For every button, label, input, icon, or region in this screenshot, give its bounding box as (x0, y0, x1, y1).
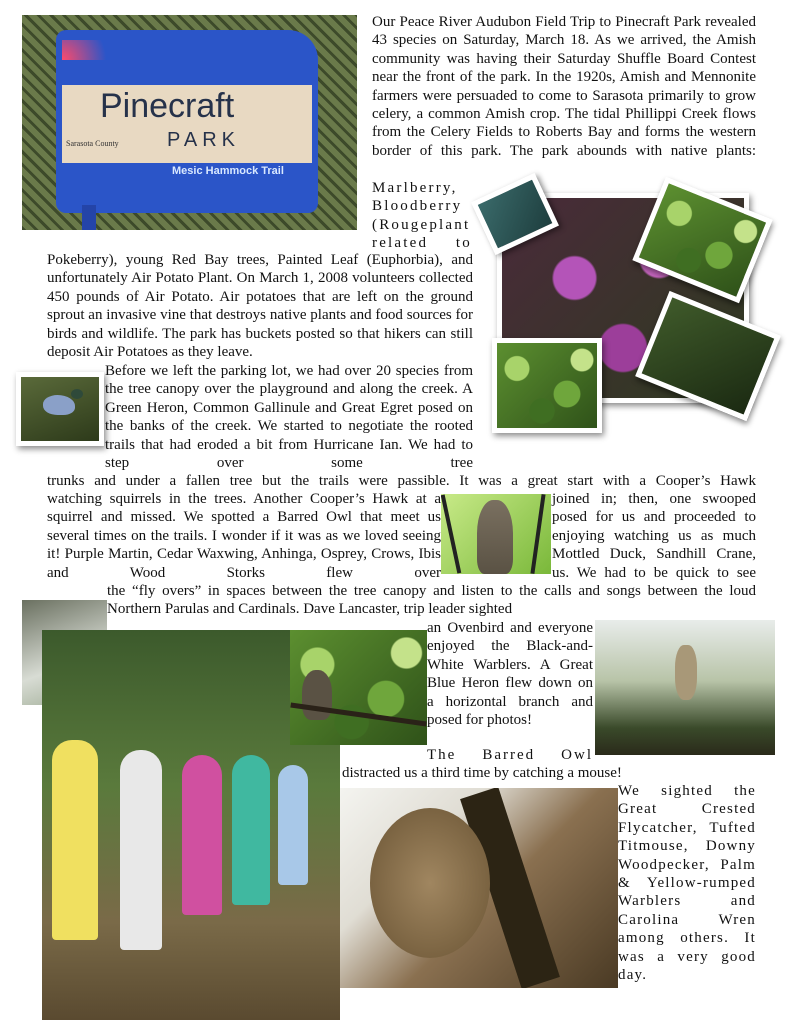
article-barred-owl: The Barred Owl (427, 747, 593, 763)
pokeberry-photo (492, 338, 602, 433)
article-hawks-left: watching squirrels in the trees. Another Cooper’s Hawk at a squirrel and missed. We spotted a Barred Owl that meet us several times on the trails. I wonder if it was as we loved seeing it! Purple Martin, Cedar Waxwing, Anhinga, Osprey, Crows, Ibis and Wood Storks flew over (47, 491, 441, 581)
article-intro: Our Peace River Audubon Field Trip to Pinecraft Park revealed 43 species on Saturday, March 18. As we arrived, the Amish community was having their Saturday Shuffle Board Contest near the front of the park. In the 1920s, Amish and Mennonite farmers were persuaded to come to Sarasota primarily to grow celery, a common Amish crop. The tidal Phillippi Creek flows from the Celery Fields to Roberts Bay and forms the western border of this park. The park abounds with native plants: (372, 14, 756, 159)
article-ovenbird: an Ovenbird and everyone enjoyed the Black-and-White Warblers. A Great Blue Heron flew down on a horizontal branch and posed for photos! (427, 620, 593, 729)
article-air-potato: Pokeberry), young Red Bay trees, Painted Leaf (Euphorbia), and unfortunately Air Potato Plant. On March 1, 2008 volunteers collected 450 pounds of Air Potato. Air potatoes that are left on the ground sprout an invasive vine that destroys native plants and food sources for birds and wildlife. The park has buckets posted so that hikers can still deposit Air Potatoes as they leave. (47, 252, 473, 361)
article-mouse: distracted us a third time by catching a mouse! (342, 765, 622, 781)
article-parking-lot: Before we left the parking lot, we had over 20 species from the tree canopy over the playground and along the creek. A Green Heron, Common Gallinule and Great Egret posed on the banks of the creek. We started to negotiate the rooted trails that had eroded a bit from Hurricane Ian. We had to step over some tree (105, 363, 473, 472)
article-hawks-right: joined in; then, one swooped posed for us and proceeded to enjoying watching us as much Mottled Duck, Sandhill Crane, us. We had to be quick to see (552, 491, 756, 581)
owl-with-mouse-photo (340, 788, 618, 988)
article-fly-overs: the “fly overs” in spaces between the tree canopy and listen to the calls and songs between the loud Northern Parulas and Cardinals. Dave Lancaster, trip leader sighted (107, 583, 756, 618)
sign-title: Pinecraft (100, 87, 235, 125)
sign-subtitle: PARK (167, 129, 240, 151)
article-closing: We sighted the Great Crested Flycatcher, Tufted Titmouse, Downy Woodpecker, Palm & Yellow-rumped Warblers and Carolina Wren among others. It was a very good day. (618, 783, 756, 984)
article-native-plants: Marlberry, Bloodberry (Rougeplant related to (372, 180, 472, 252)
barred-owl-photo (441, 494, 551, 574)
great-blue-heron-photo (595, 620, 775, 755)
article-trails: trunks and under a fallen tree but the trails were passible. It was a great start with a Cooper’s Hawk (47, 473, 756, 489)
owl-on-branch-photo (290, 630, 427, 745)
sign-county: Sarasota County (66, 139, 119, 148)
pinecraft-park-sign-photo (22, 15, 357, 230)
green-heron-photo (16, 372, 104, 446)
sign-trail: Mesic Hammock Trail (172, 165, 284, 177)
